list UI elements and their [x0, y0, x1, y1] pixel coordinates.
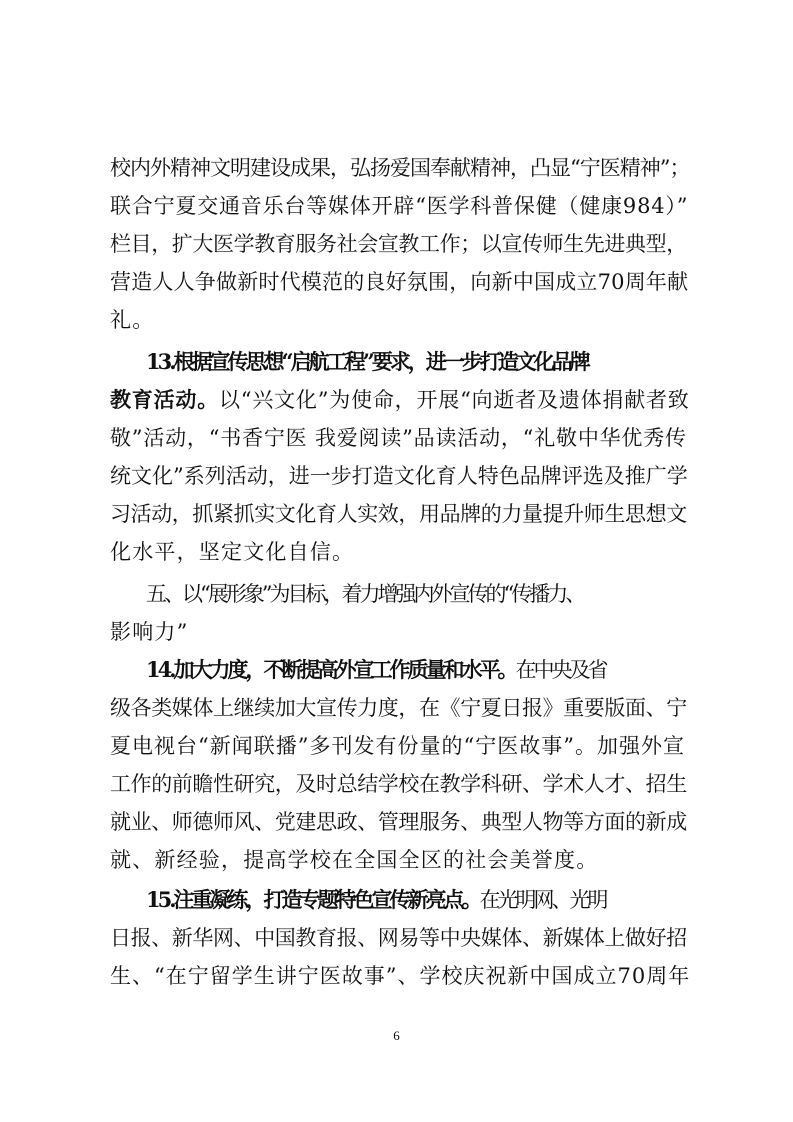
body-line: 统文化”系列活动，进一步打造文化育人特色品牌评选及推广学 [110, 464, 688, 488]
body-text: 以“兴文化”为使命，开展“向逝者及遗体捐献者致 [219, 388, 690, 412]
bold-heading-text: 15.注重凝练，打造专题特色宣传新亮点。 [146, 887, 480, 912]
bold-heading-text: 14.加大力度，不断提高外宣工作质量和水平。 [146, 657, 516, 682]
body-line: 习活动，抓紧抓实文化育人实效，用品牌的力量提升师生思想文 [110, 502, 687, 526]
body-line: 营造人人争做新时代模范的良好氛围，向新中国成立70周年献 [110, 270, 689, 294]
bold-heading-text: 13.根据宣传思想“启航工程”要求，进一步打造文化品牌 [146, 349, 588, 374]
body-line: 工作的前瞻性研究，及时总结学校在教学科研、学术人才、招生 [110, 772, 687, 796]
page-number: 6 [393, 1028, 400, 1043]
body-line: 礼。 [110, 308, 155, 332]
paragraph-heading-14 [146, 650, 726, 690]
body-line: 级各类媒体上继续加大宣传力度，在《宁夏日报》重要版面、宁 [110, 696, 687, 720]
body-text: 在光明网、光明 [479, 888, 606, 912]
bold-heading-text: 教育活动。 [110, 387, 219, 412]
body-line: 日报、新华网、中国教育报、网易等中央媒体、新媒体上做好招 [110, 926, 687, 950]
body-line: 化水平，坚定文化自信。 [110, 540, 355, 564]
body-line: 就、新经验，提高学校在全国全区的社会美誉度。 [110, 848, 599, 872]
body-line: 联合宁夏交通音乐台等媒体开辟“医学科普保健（健康984）” [110, 194, 689, 218]
section-heading-5-cont: 影响力” [110, 620, 189, 644]
body-line: 生、“在宁留学生讲宁医故事”、学校庆祝新中国成立70周年 [110, 964, 691, 988]
body-line: 栏目，扩大医学教育服务社会宣教工作；以宣传师生先进典型， [110, 232, 687, 256]
paragraph-heading-13 [146, 342, 726, 382]
section-heading-5: 五、以“展形象”为目标，着力增强内外宣传的“传播力、 [146, 582, 584, 606]
body-line: 就业、师德师风、党建思政、管理服务、典型人物等方面的新成 [110, 810, 687, 834]
body-line: 校内外精神文明建设成果，弘扬爱国奉献精神，凸显“宁医精神”； [110, 156, 690, 180]
body-line: 敬”活动，“书香宁医 我爱阅读”品读活动，“礼敬中华优秀传 [110, 426, 687, 450]
body-line [110, 380, 690, 420]
body-text: 在中央及省 [515, 658, 606, 682]
paragraph-heading-15 [146, 880, 726, 920]
body-line: 夏电视台“新闻联播”多刊发有份量的“宁医故事”。加强外宣 [110, 734, 685, 758]
